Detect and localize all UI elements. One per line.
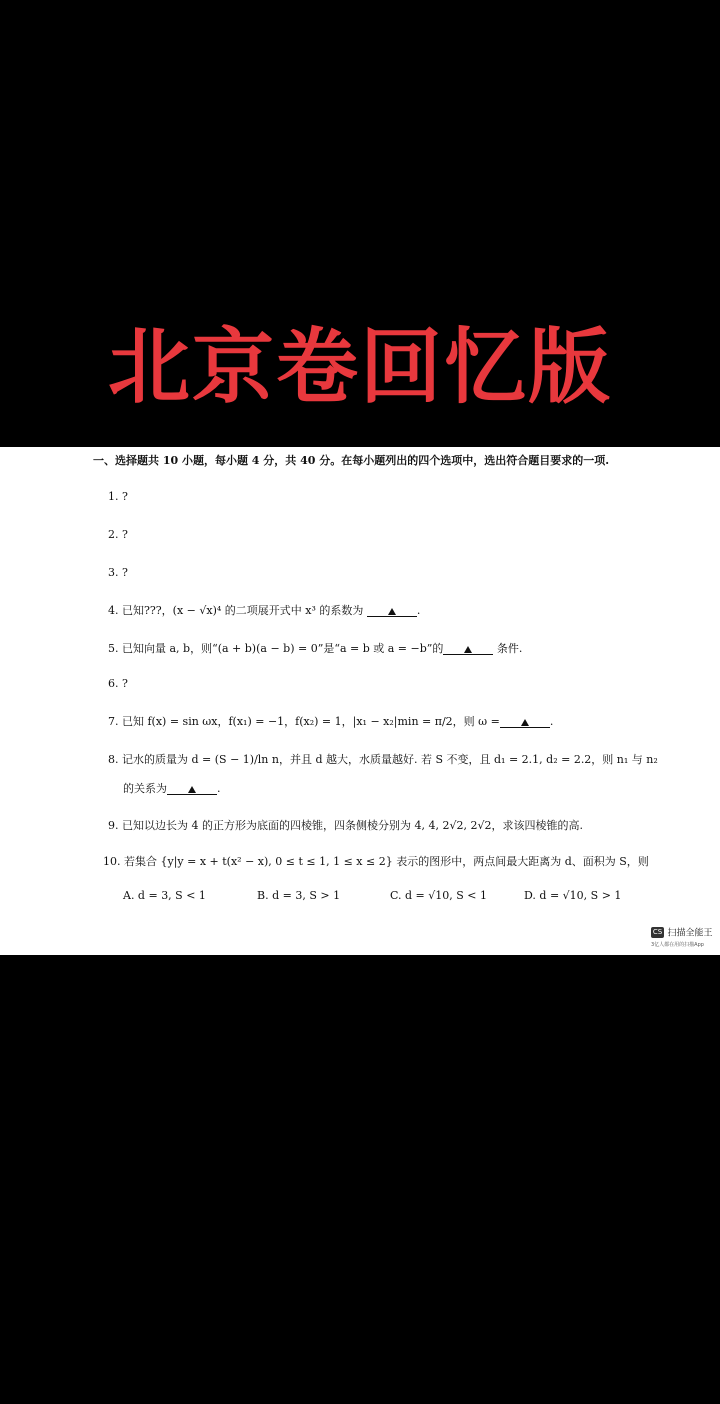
page-title: 北京卷回忆版 — [107, 320, 612, 415]
answer-blank — [167, 782, 217, 795]
camscanner-icon: CS — [652, 927, 663, 936]
question-5-text: 5. 已知向量 a, b，则“(a + b)(a − b) = 0”是“a = b 或 a = −b”的 — [108, 642, 444, 655]
question-4-text: 4. 已知???，(x − √x)⁴ 的二项展开式中 x³ 的系数为 — [108, 604, 364, 617]
question-9: 9. 已知以边长为 4 的正方形为底面的四棱锥，四条侧棱分别为 4, 4, 2√2, 2√2，求该四棱锥的高. — [108, 819, 583, 832]
question-3: 3. ? — [108, 566, 128, 579]
question-1: 1. ? — [108, 490, 128, 503]
question-10: 10. 若集合 {y|y = x + t(x² − x), 0 ≤ t ≤ 1, 1 ≤ x ≤ 2} 表示的图形中，两点间最大距离为 d、面积为 S，则 — [103, 855, 649, 868]
question-6: 6. ? — [108, 677, 128, 690]
question-8-continued — [123, 780, 221, 796]
triangle-icon — [464, 646, 472, 653]
watermark-subtitle: 3亿人都在用的扫描App — [651, 942, 704, 948]
option-c: C. d = √10, S < 1 — [390, 889, 488, 902]
answer-blank — [443, 642, 493, 655]
option-b: B. d = 3, S > 1 — [257, 889, 341, 902]
question-4 — [108, 602, 420, 618]
question-2: 2. ? — [108, 528, 128, 541]
triangle-icon — [521, 719, 529, 726]
camscanner-watermark — [651, 925, 713, 939]
answer-blank — [500, 715, 550, 728]
question-8b-text: 的关系为 — [123, 782, 167, 795]
answer-blank — [367, 604, 417, 617]
question-7 — [108, 713, 553, 729]
triangle-icon — [388, 608, 396, 615]
question-8b-end: . — [217, 782, 221, 795]
question-5 — [108, 640, 522, 656]
triangle-icon — [188, 786, 196, 793]
exam-paper — [0, 447, 720, 955]
question-7-text: 7. 已知 f(x) = sin ωx，f(x₁) = −1，f(x₂) = 1，|x₁ − x₂|min = π/2，则 ω = — [108, 715, 500, 728]
watermark-name: 扫描全能王 — [667, 928, 713, 939]
question-5-end: 条件. — [496, 642, 523, 655]
section-heading: 一、选择题共 10 小题，每小题 4 分，共 40 分。在每小题列出的四个选项中，选出符合题目要求的一项. — [93, 454, 610, 467]
question-7-end: . — [549, 715, 554, 728]
question-8: 8. 记水的质量为 d = (S − 1)/ln n，并且 d 越大，水质量越好. 若 S 不变，且 d₁ = 2.1, d₂ = 2.2，则 n₁ 与 n₂ — [108, 753, 658, 766]
option-a: A. d = 3, S < 1 — [123, 889, 206, 902]
option-d: D. d = √10, S > 1 — [524, 889, 622, 902]
question-4-end: . — [416, 604, 421, 617]
